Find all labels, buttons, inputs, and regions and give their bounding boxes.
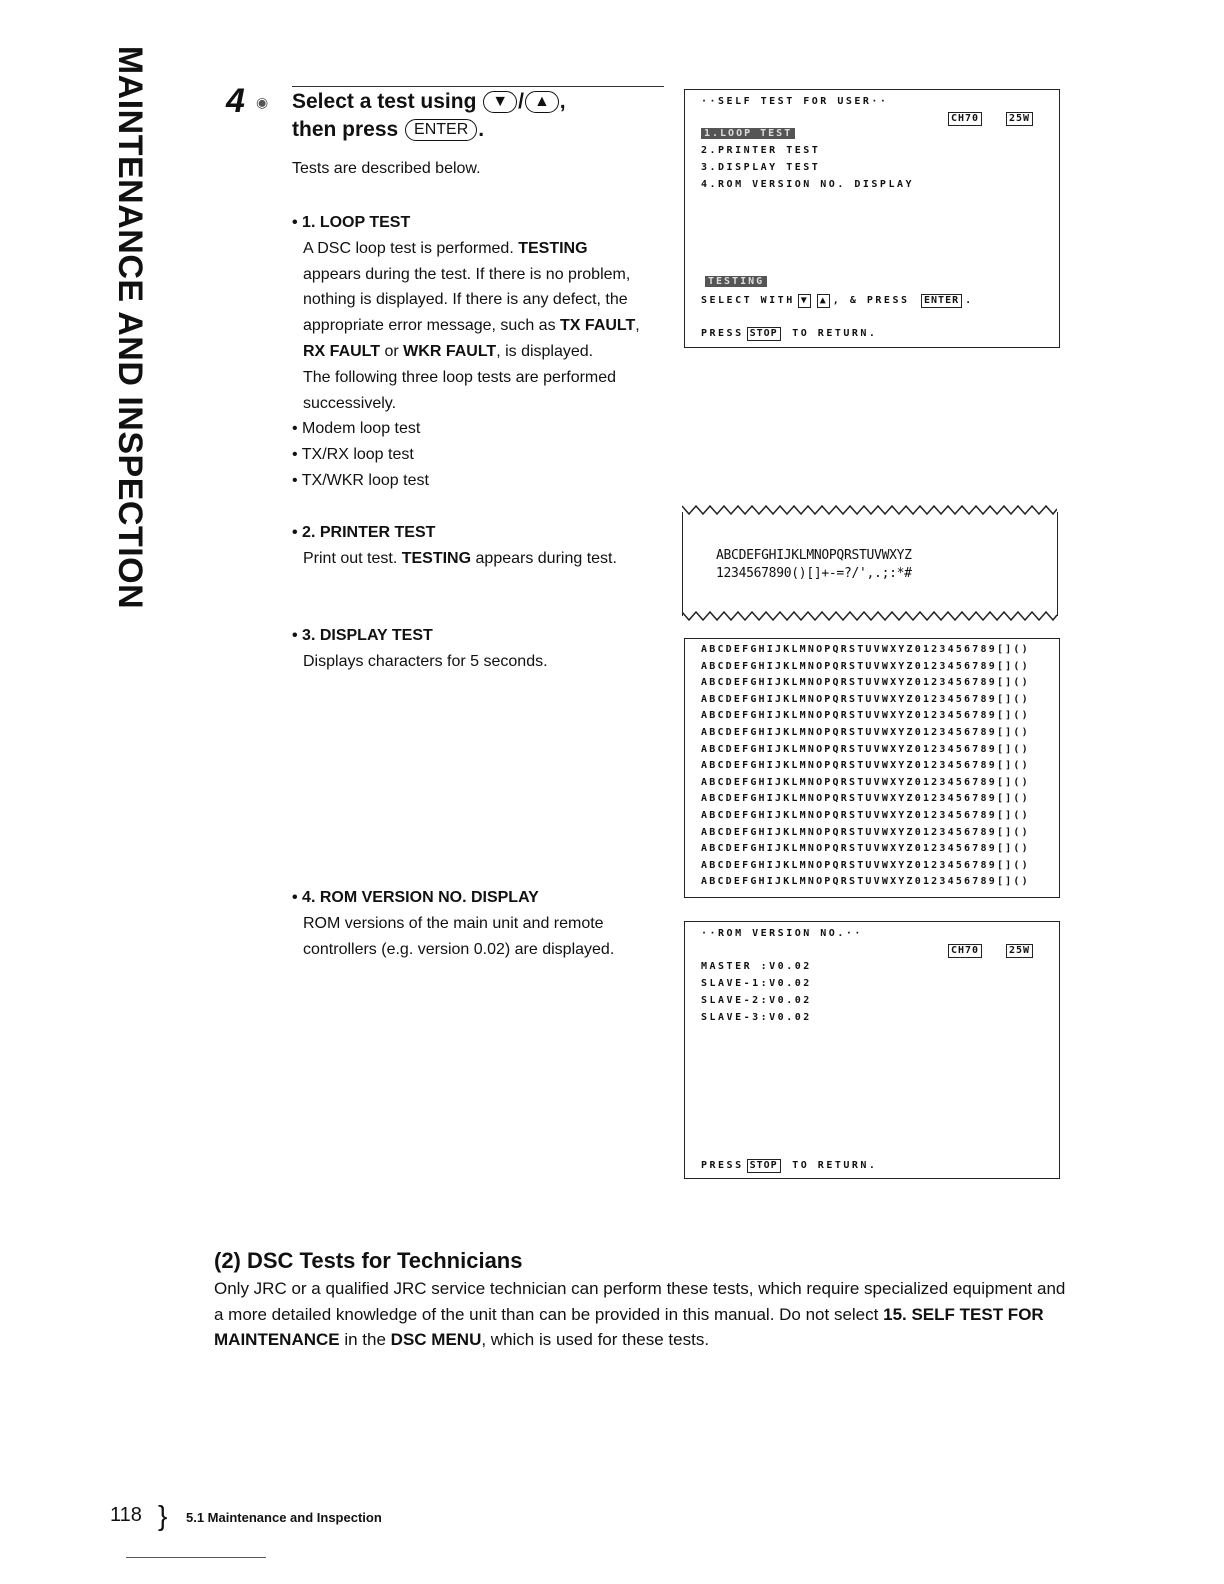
step-rule [292,86,664,87]
select-instruction: SELECT WITH ▼ ▲ , & PRESS ENTER . [701,295,974,306]
section-body: Only JRC or a qualified JRC service technician can perform these tests, which require specialized equipment and a more detailed knowledge of the unit than can be provided in this manual. Do not select 15. SELF TEST FOR MAINTENANCE in the DSC MENU, which is used for these tests. [214,1279,1066,1350]
down-key: ▼ [483,91,517,113]
menu-item: 3.DISPLAY TEST [701,162,821,173]
up-key: ▲ [525,91,559,113]
section-title: (2) DSC Tests for Technicians [214,1248,523,1273]
side-section-title-text: MAINTENANCE AND INSPECTION [111,45,150,609]
torn-edge-top [682,504,1057,516]
test-descriptions: • 1. LOOP TEST A DSC loop test is performed. TESTING appears during the test. If there is no problem, nothing is displayed. If there is any defect, the appropriate error message, such as TX FAULT, RX FAULT or WKR FAULT, is displayed. The following three loop tests are performed successively. • Modem loop test • TX/RX loop test • TX/WKR loop test • 2. PRINTER TEST Print out test. TESTING appears during test. • 3. DISPLAY TEST Displays characters for 5 seconds. • 4. ROM VERSION NO. DISPLAY ROM versions of the main unit and remote controllers (e.g. version 0.02) are displayed. [292,210,666,962]
intro-text: Tests are described below. [292,160,481,177]
printer-line-1: ABCDEFGHIJKLMNOPQRSTUVWXYZ [716,548,912,563]
footer-brace: } [158,1500,168,1531]
power-indicator: 25W [1006,112,1033,126]
power-indicator: 25W [1006,944,1033,958]
rom-line: SLAVE-1:V0.02 [701,978,812,989]
channel-indicator: CH70 [948,944,982,958]
display-test-line: ABCDEFGHIJKLMNOPQRSTUVWXYZ0123456789[]() [701,859,1030,871]
list-item: • TX/RX loop test [292,446,414,464]
list-item: • Modem loop test [292,420,421,438]
footer-rule [126,1557,266,1558]
torn-edge-bottom [682,610,1057,622]
display-test-line: ABCDEFGHIJKLMNOPQRSTUVWXYZ0123456789[]() [701,843,1030,855]
printer-test-heading: • 2. PRINTER TEST [292,523,436,541]
step-number: 4 [226,82,245,120]
rom-version-heading: • 4. ROM VERSION NO. DISPLAY [292,888,539,906]
display-test-line: ABCDEFGHIJKLMNOPQRSTUVWXYZ0123456789[]() [701,810,1030,821]
self-test-screen: ··SELF TEST FOR USER·· CH70 25W 1.LOOP TEST 2.PRINTER TEST 3.DISPLAY TEST 4.ROM VERSION NO. DISPLAY TESTING SELECT WITH ▼ ▲ , & PRESS ENTER . PRESS STOP TO RETURN. [684,89,1060,348]
display-test-line: ABCDEFGHIJKLMNOPQRSTUVWXYZ0123456789[]() [701,760,1030,772]
display-test-line: ABCDEFGHIJKLMNOPQRSTUVWXYZ0123456789[]() [701,644,1030,655]
menu-item: 4.ROM VERSION NO. DISPLAY [701,179,915,190]
side-section-title [104,45,156,609]
display-test-line: ABCDEFGHIJKLMNOPQRSTUVWXYZ0123456789[]() [701,793,1030,805]
display-test-screen [684,638,1060,898]
rom-version-screen: ··ROM VERSION NO.·· CH70 25W MASTER :V0.02 SLAVE-1:V0.02 SLAVE-2:V0.02 SLAVE-3:V0.02 PRESS STOP TO RETURN. [684,921,1060,1179]
printer-sample [682,504,1060,624]
printer-line-2: 1234567890()[]+-=?/',.;:*# [716,566,912,581]
selected-menu-item: 1.LOOP TEST [701,128,795,139]
display-test-line: ABCDEFGHIJKLMNOPQRSTUVWXYZ0123456789[]() [701,710,1030,722]
display-test-heading: • 3. DISPLAY TEST [292,627,433,645]
display-test-line: ABCDEFGHIJKLMNOPQRSTUVWXYZ0123456789[]() [701,743,1030,755]
display-test-line: ABCDEFGHIJKLMNOPQRSTUVWXYZ0123456789[]() [701,826,1030,838]
footer-section-label: 5.1 Maintenance and Inspection [186,1510,382,1525]
rom-line: SLAVE-3:V0.02 [701,1012,812,1023]
rom-line: SLAVE-2:V0.02 [701,995,812,1006]
display-test-line: ABCDEFGHIJKLMNOPQRSTUVWXYZ0123456789[]() [701,677,1030,689]
testing-status: TESTING [705,276,767,287]
enter-key: ENTER [405,119,477,141]
page-number: 118 [110,1504,142,1526]
display-test-line: ABCDEFGHIJKLMNOPQRSTUVWXYZ0123456789[]() [701,693,1030,705]
display-test-line: ABCDEFGHIJKLMNOPQRSTUVWXYZ0123456789[]() [701,727,1030,738]
menu-item: 2.PRINTER TEST [701,145,821,156]
step-heading: Select a test using ▼ / ▲ , then press ENTER . [292,90,566,141]
list-item: • TX/WKR loop test [292,471,429,489]
display-test-line: ABCDEFGHIJKLMNOPQRSTUVWXYZ0123456789[]() [701,876,1030,888]
return-instruction: PRESS STOP TO RETURN. [701,1160,878,1171]
loop-test-heading: • 1. LOOP TEST [292,214,411,231]
display-test-line: ABCDEFGHIJKLMNOPQRSTUVWXYZ0123456789[]() [701,660,1030,672]
rom-line: MASTER :V0.02 [701,961,812,972]
step-bullet-icon: ◉ [256,94,269,110]
return-instruction: PRESS STOP TO RETURN. [701,328,878,339]
display-test-line: ABCDEFGHIJKLMNOPQRSTUVWXYZ0123456789[]() [701,776,1030,788]
channel-indicator: CH70 [948,112,982,126]
